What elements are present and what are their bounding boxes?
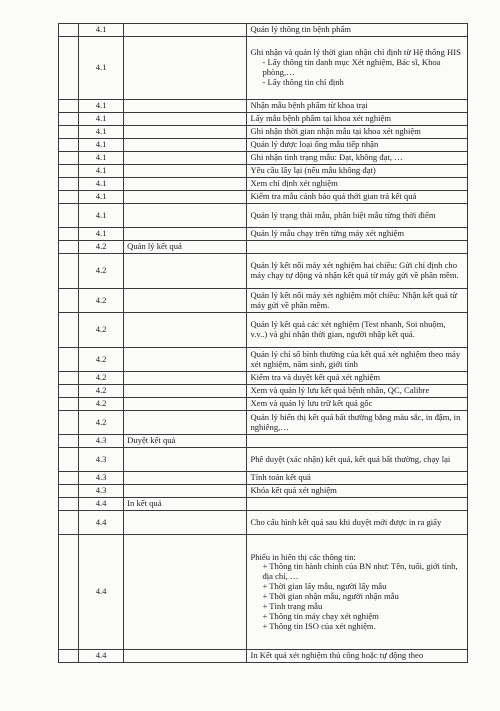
description-cell xyxy=(247,139,468,152)
description-line: Quản lý kết nối máy xét nghiệm hai chiều: Gửi chỉ định cho máy chạy tự động và nhận kết quả từ máy gửi về phần mềm. xyxy=(250,260,459,280)
item-number-cell: 4.1 xyxy=(79,228,124,241)
section-title-cell xyxy=(124,448,247,472)
description-cell xyxy=(247,385,468,398)
blank-cell xyxy=(59,385,79,398)
section-title-cell: Quản lý kết quả xyxy=(124,241,247,254)
item-number-cell: 4.3 xyxy=(79,472,124,485)
description-cell xyxy=(247,372,468,385)
table-row xyxy=(59,289,468,313)
table-row xyxy=(59,24,468,37)
table-row xyxy=(59,448,468,472)
section-title-cell xyxy=(124,204,247,228)
item-number-cell: 4.1 xyxy=(79,191,124,204)
description-line: Xem chỉ định xét nghiệm xyxy=(250,178,338,189)
description-cell xyxy=(247,241,468,254)
table-row xyxy=(59,204,468,228)
description-line: Nhận mẫu bệnh phẩm từ khoa trại xyxy=(250,100,368,111)
item-number-cell: 4.1 xyxy=(79,100,124,113)
section-title-cell xyxy=(124,511,247,535)
description-line: + Thời gian lấy mẫu, người lấy mẫu xyxy=(262,581,387,592)
description-cell xyxy=(247,313,468,348)
blank-cell xyxy=(59,165,79,178)
section-title-cell xyxy=(124,228,247,241)
description-cell xyxy=(247,650,468,663)
blank-cell xyxy=(59,152,79,165)
blank-cell xyxy=(59,24,79,37)
description-line: Quản lý chỉ số bình thường của kết quả xét nghiệm theo máy xét nghiệm, năm sinh, giới tính xyxy=(250,348,461,369)
item-number-cell: 4.1 xyxy=(79,204,124,228)
description-cell xyxy=(247,448,468,472)
section-title-cell xyxy=(124,37,247,100)
item-number-cell: 4.2 xyxy=(79,313,124,348)
section-title-cell xyxy=(124,113,247,126)
description-line: Phiếu in hiển thị các thông tin: xyxy=(250,551,356,562)
description-line: - Lấy thông tin chỉ định xyxy=(262,76,344,87)
section-title-cell xyxy=(124,24,247,37)
description-line: Kiểm tra mẫu cảnh báo quá thời gian trả kết quả xyxy=(250,191,417,202)
item-number-cell: 4.1 xyxy=(79,178,124,191)
description-line: Ghi nhận thời gian nhận mẫu tại khoa xét nghiệm xyxy=(250,126,421,137)
description-line: Kiểm tra và duyệt kết quả xét nghiệm xyxy=(250,372,381,383)
blank-cell xyxy=(59,435,79,448)
blank-cell xyxy=(59,139,79,152)
description-cell xyxy=(247,472,468,485)
item-number-cell: 4.4 xyxy=(79,511,124,535)
blank-cell xyxy=(59,411,79,435)
table-row xyxy=(59,498,468,511)
description-cell xyxy=(247,348,468,372)
description-cell xyxy=(247,411,468,435)
section-title-cell xyxy=(124,191,247,204)
description-line: + Thông tin máy chạy xét nghiệm xyxy=(262,610,379,621)
description-line: Quản lý hiển thị kết quả bất thường bằng màu sắc, in đậm, in nghiêng,… xyxy=(250,411,461,432)
item-number-cell: 4.1 xyxy=(79,113,124,126)
description-cell xyxy=(247,178,468,191)
description-line: + Thông tin ISO của xét nghiệm. xyxy=(262,620,376,631)
table-row xyxy=(59,398,468,411)
section-title-cell: In kết quả xyxy=(124,498,247,511)
section-title-cell xyxy=(124,372,247,385)
section-title-cell xyxy=(124,165,247,178)
blank-cell xyxy=(59,228,79,241)
description-cell xyxy=(247,191,468,204)
description-line: Quản lý trạng thái mẫu, phân biệt mẫu từng thời điểm xyxy=(250,209,436,220)
description-cell xyxy=(247,289,468,313)
table-row xyxy=(59,313,468,348)
blank-cell xyxy=(59,191,79,204)
item-number-cell: 4.4 xyxy=(79,650,124,663)
table-row xyxy=(59,152,468,165)
description-cell xyxy=(247,24,468,37)
table-row xyxy=(59,178,468,191)
description-line: In Kết quả xét nghiệm thủ công hoặc tự động theo xyxy=(250,650,424,661)
item-number-cell: 4.4 xyxy=(79,535,124,650)
description-line: Quản lý mẫu chạy trên từng máy xét nghiệm xyxy=(250,228,405,239)
table-row xyxy=(59,472,468,485)
description-line: Xem và quản lý lưu trữ kết quả gốc xyxy=(250,398,373,409)
blank-cell xyxy=(59,498,79,511)
item-number-cell: 4.3 xyxy=(79,448,124,472)
section-title-cell xyxy=(124,385,247,398)
table-row xyxy=(59,511,468,535)
description-cell xyxy=(247,165,468,178)
item-number-cell: 4.2 xyxy=(79,348,124,372)
description-line: Khóa kết quả xét nghiệm xyxy=(250,485,337,496)
table-row xyxy=(59,535,468,650)
section-title-cell xyxy=(124,178,247,191)
table-row xyxy=(59,165,468,178)
description-cell xyxy=(247,228,468,241)
table-row xyxy=(59,435,468,448)
description-cell xyxy=(247,37,468,100)
section-title-cell xyxy=(124,650,247,663)
table-row xyxy=(59,126,468,139)
item-number-cell: 4.1 xyxy=(79,37,124,100)
description-cell xyxy=(247,485,468,498)
item-number-cell: 4.1 xyxy=(79,24,124,37)
blank-cell xyxy=(59,535,79,650)
section-title-cell xyxy=(124,348,247,372)
section-title-cell xyxy=(124,535,247,650)
blank-cell xyxy=(59,313,79,348)
description-line: Phê duyệt (xác nhận) kết quả, kết quả bất thường, chạy lại xyxy=(250,453,451,464)
item-number-cell: 4.1 xyxy=(79,152,124,165)
description-cell xyxy=(247,498,468,511)
item-number-cell: 4.3 xyxy=(79,485,124,498)
table-row xyxy=(59,385,468,398)
table-row xyxy=(59,650,468,663)
blank-cell xyxy=(59,178,79,191)
blank-cell xyxy=(59,511,79,535)
requirements-table xyxy=(58,23,468,663)
table-row xyxy=(59,411,468,435)
description-line: Ghi nhận và quản lý thời gian nhận chỉ định từ Hệ thống HIS xyxy=(250,47,461,58)
item-number-cell: 4.2 xyxy=(79,254,124,289)
table-row xyxy=(59,241,468,254)
table-row xyxy=(59,372,468,385)
section-title-cell xyxy=(124,313,247,348)
blank-cell xyxy=(59,37,79,100)
table-row xyxy=(59,100,468,113)
item-number-cell: 4.1 xyxy=(79,165,124,178)
description-line: Ghi nhận tình trạng mẫu: Đạt, không đạt, … xyxy=(250,152,403,163)
section-title-cell xyxy=(124,398,247,411)
description-cell xyxy=(247,113,468,126)
description-cell xyxy=(247,126,468,139)
requirements-table-body xyxy=(59,24,468,663)
table-row xyxy=(59,348,468,372)
table-row xyxy=(59,228,468,241)
description-line: Quản lý thông tin bệnh phẩm xyxy=(250,24,351,35)
description-cell xyxy=(247,435,468,448)
description-line: Quản lý kết nối máy xét nghiệm một chiều: Nhận kết quả từ máy gửi về phần mềm. xyxy=(250,289,458,310)
blank-cell xyxy=(59,448,79,472)
blank-cell xyxy=(59,126,79,139)
description-line: Xem và quản lý lưu kết quả bệnh nhân, QC, Calibre xyxy=(250,385,430,396)
blank-cell xyxy=(59,398,79,411)
table-row xyxy=(59,37,468,100)
section-title-cell xyxy=(124,289,247,313)
description-cell xyxy=(247,398,468,411)
description-line: Lấy mẫu bệnh phẩm tại khoa xét nghiệm xyxy=(250,113,392,124)
description-line: + Tình trạng mẫu xyxy=(262,600,323,611)
blank-cell xyxy=(59,372,79,385)
item-number-cell: 4.2 xyxy=(79,372,124,385)
table-row xyxy=(59,191,468,204)
blank-cell xyxy=(59,485,79,498)
table-row xyxy=(59,254,468,289)
description-cell xyxy=(247,254,468,289)
section-title-cell xyxy=(124,152,247,165)
description-cell xyxy=(247,511,468,535)
blank-cell xyxy=(59,289,79,313)
blank-cell xyxy=(59,650,79,663)
section-title-cell: Duyệt kết quả xyxy=(124,435,247,448)
item-number-cell: 4.2 xyxy=(79,289,124,313)
blank-cell xyxy=(59,348,79,372)
blank-cell xyxy=(59,100,79,113)
blank-cell xyxy=(59,254,79,289)
item-number-cell: 4.3 xyxy=(79,435,124,448)
blank-cell xyxy=(59,472,79,485)
item-number-cell: 4.1 xyxy=(79,126,124,139)
description-line: Quản lý được loại ống mẫu tiếp nhận xyxy=(250,139,379,150)
table-row xyxy=(59,139,468,152)
section-title-cell xyxy=(124,411,247,435)
item-number-cell: 4.1 xyxy=(79,139,124,152)
description-cell xyxy=(247,204,468,228)
item-number-cell: 4.2 xyxy=(79,241,124,254)
section-title-cell xyxy=(124,472,247,485)
description-line: Cho cấu hình kết quả sau khi duyệt mới được in ra giấy xyxy=(250,516,442,527)
description-line: Quản lý kết quả các xét nghiệm (Test nhanh, Soi nhuộm, v.v..) và ghi nhận thời gian, người nhập kết quả. xyxy=(250,319,446,339)
description-line: Yêu cầu lấy lại (nếu mẫu không đạt) xyxy=(250,165,376,176)
description-line: + Thời gian nhận mẫu, người nhận mẫu xyxy=(262,591,399,601)
section-title-cell xyxy=(124,139,247,152)
blank-cell xyxy=(59,113,79,126)
description-line: + Thông tin hành chính của BN như: Tên, tuổi, giới tính, địa chỉ, … xyxy=(262,561,458,582)
description-cell xyxy=(247,152,468,165)
blank-cell xyxy=(59,204,79,228)
description-line: - Lấy thông tin danh mục Xét nghiệm, Bác sĩ, Khoa phòng,… xyxy=(262,57,441,77)
description-line: Tính toán kết quả xyxy=(250,472,311,483)
item-number-cell: 4.2 xyxy=(79,411,124,435)
blank-cell xyxy=(59,241,79,254)
item-number-cell: 4.2 xyxy=(79,398,124,411)
table-row xyxy=(59,485,468,498)
item-number-cell: 4.2 xyxy=(79,385,124,398)
item-number-cell: 4.4 xyxy=(79,498,124,511)
section-title-cell xyxy=(124,100,247,113)
table-row xyxy=(59,113,468,126)
description-cell xyxy=(247,100,468,113)
description-cell xyxy=(247,535,468,650)
section-title-cell xyxy=(124,254,247,289)
section-title-cell xyxy=(124,485,247,498)
section-title-cell xyxy=(124,126,247,139)
